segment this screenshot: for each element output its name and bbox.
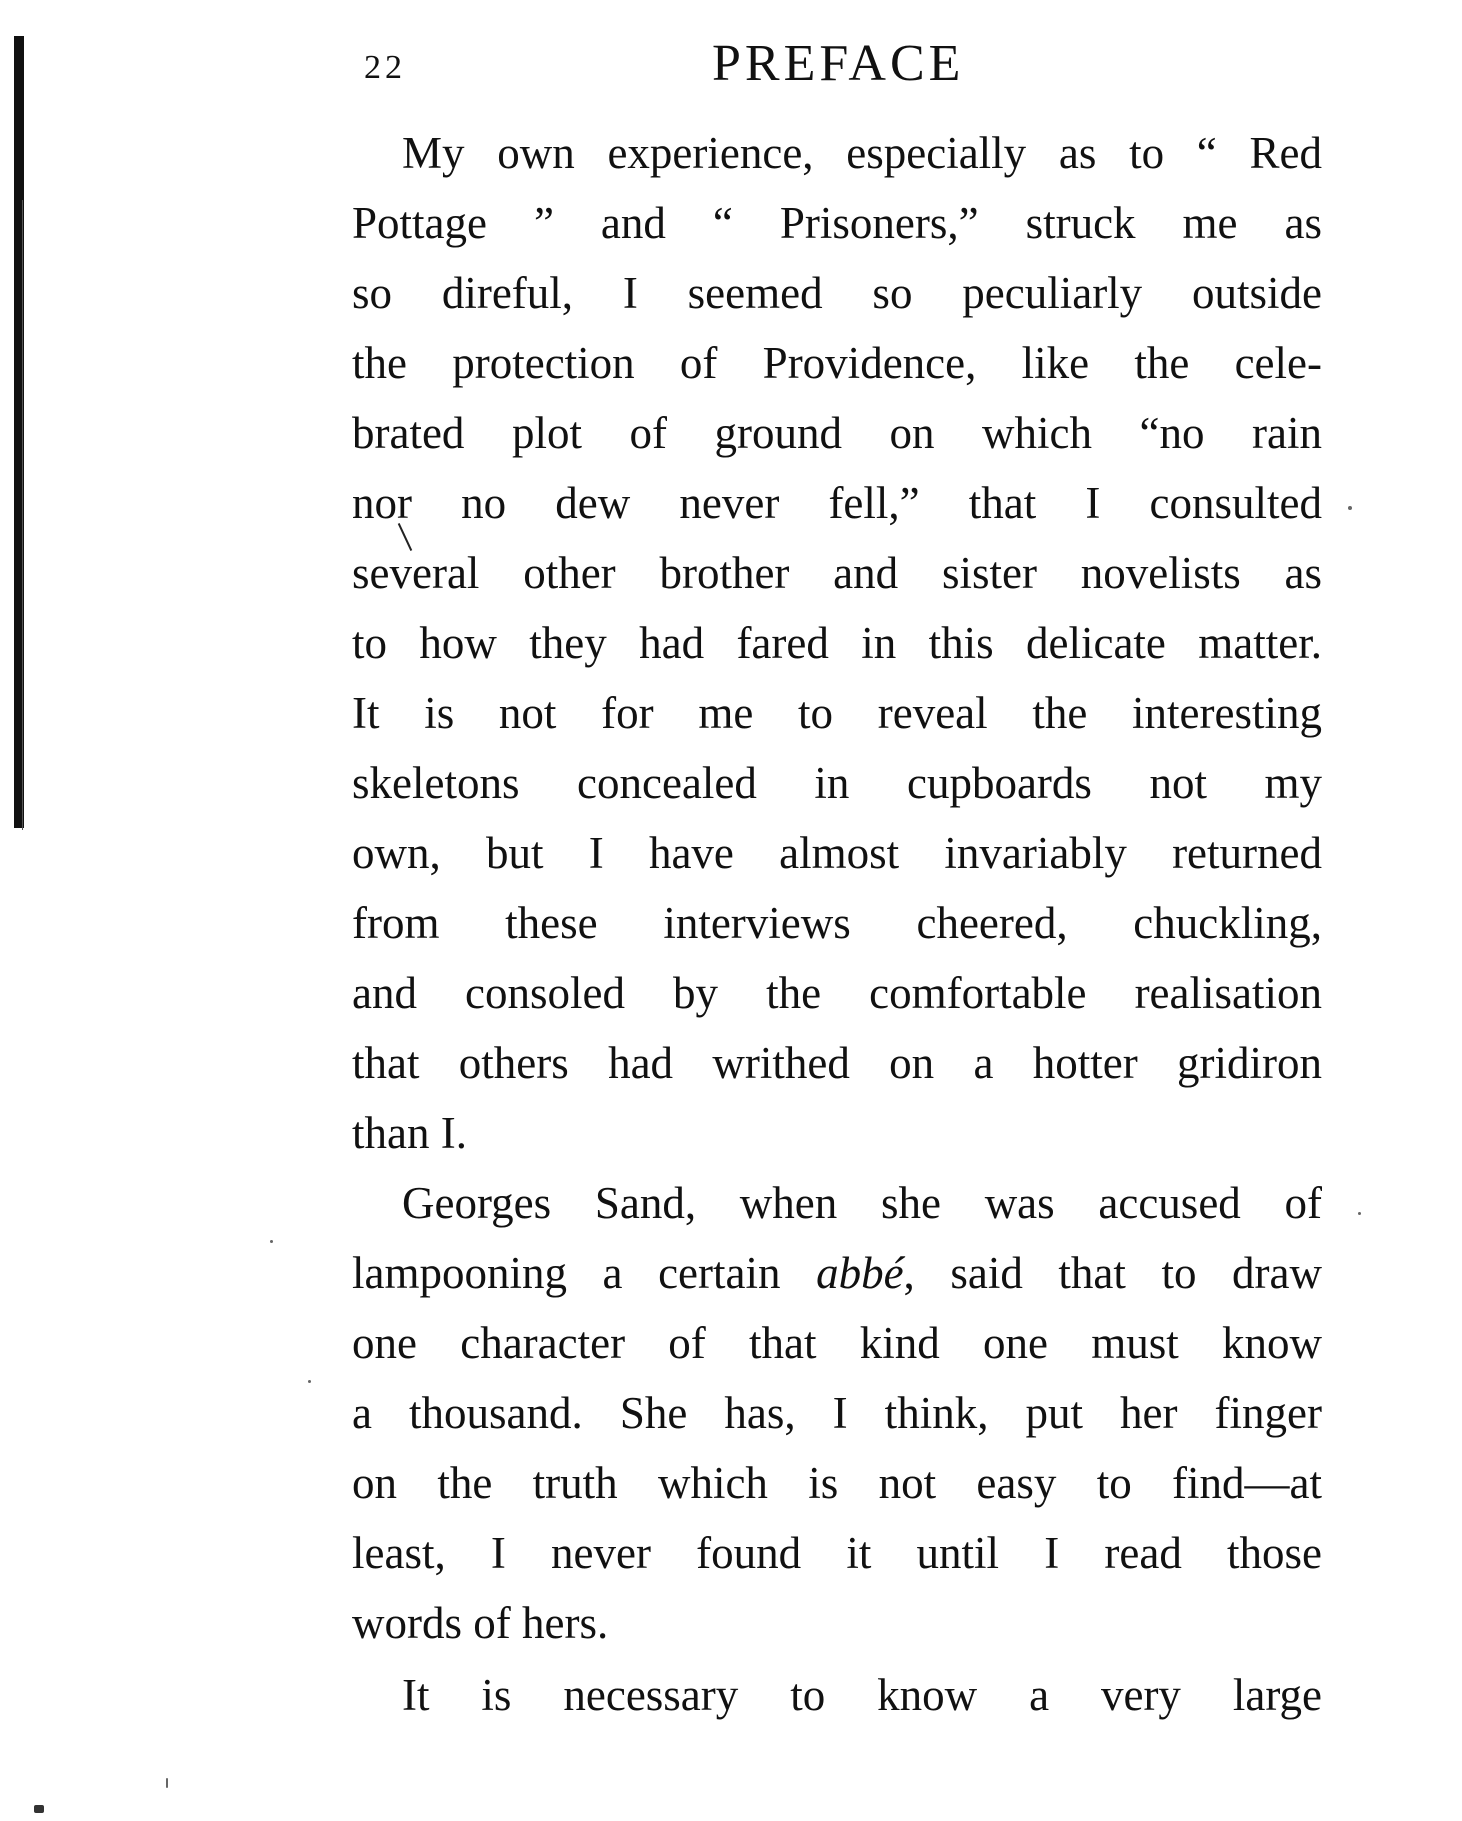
text-line: so direful, I seemed so peculiarly outside	[352, 268, 1322, 318]
scan-speck	[308, 1380, 311, 1383]
text-line-with-italic	[352, 1238, 1322, 1308]
text-line: own, but I have almost invariably returned	[352, 828, 1322, 878]
text-line: from these interviews cheered, chuckling,	[352, 898, 1322, 948]
text-line: than I.	[352, 1108, 467, 1158]
text-line: the protection of Providence, like the cele-	[352, 338, 1322, 388]
text-line: words of hers.	[352, 1598, 609, 1648]
gutter-edge-line	[22, 200, 23, 830]
scan-speck	[1358, 1212, 1361, 1215]
text-line: several other brother and sister novelists as	[352, 548, 1322, 598]
running-head-title: PREFACE	[712, 35, 965, 92]
text-line: brated plot of ground on which “no rain	[352, 408, 1322, 458]
text-line: to how they had fared in this delicate matter.	[352, 618, 1322, 668]
text-line: least, I never found it until I read those	[352, 1528, 1322, 1578]
text-line: and consoled by the comfortable realisation	[352, 968, 1322, 1018]
text-segment: , said that to draw	[903, 1248, 1322, 1298]
scan-corner-mark	[34, 1805, 44, 1813]
text-line: skeletons concealed in cupboards not my	[352, 758, 1322, 808]
text-line: one character of that kind one must know	[352, 1318, 1322, 1368]
text-segment: lampooning a certain	[352, 1248, 817, 1298]
text-line: nor no dew never fell,” that I consulted	[352, 478, 1322, 528]
text-line: a thousand. She has, I think, put her finger	[352, 1388, 1322, 1438]
text-line: Georges Sand, when she was accused of	[402, 1178, 1322, 1228]
text-line: Pottage ” and “ Prisoners,” struck me as	[352, 198, 1322, 248]
scan-speck	[166, 1778, 168, 1788]
text-line: on the truth which is not easy to find—at	[352, 1458, 1322, 1508]
text-line: My own experience, especially as to “ Red	[402, 128, 1322, 178]
text-line: that others had writhed on a hotter gridiron	[352, 1038, 1322, 1088]
text-line: It is necessary to know a very large	[402, 1670, 1322, 1720]
italic-word: abbé	[816, 1248, 904, 1298]
page-number: 22	[364, 49, 406, 86]
scan-speck	[270, 1240, 273, 1243]
scan-speck	[1348, 506, 1352, 510]
text-line: It is not for me to reveal the interesting	[352, 688, 1322, 738]
